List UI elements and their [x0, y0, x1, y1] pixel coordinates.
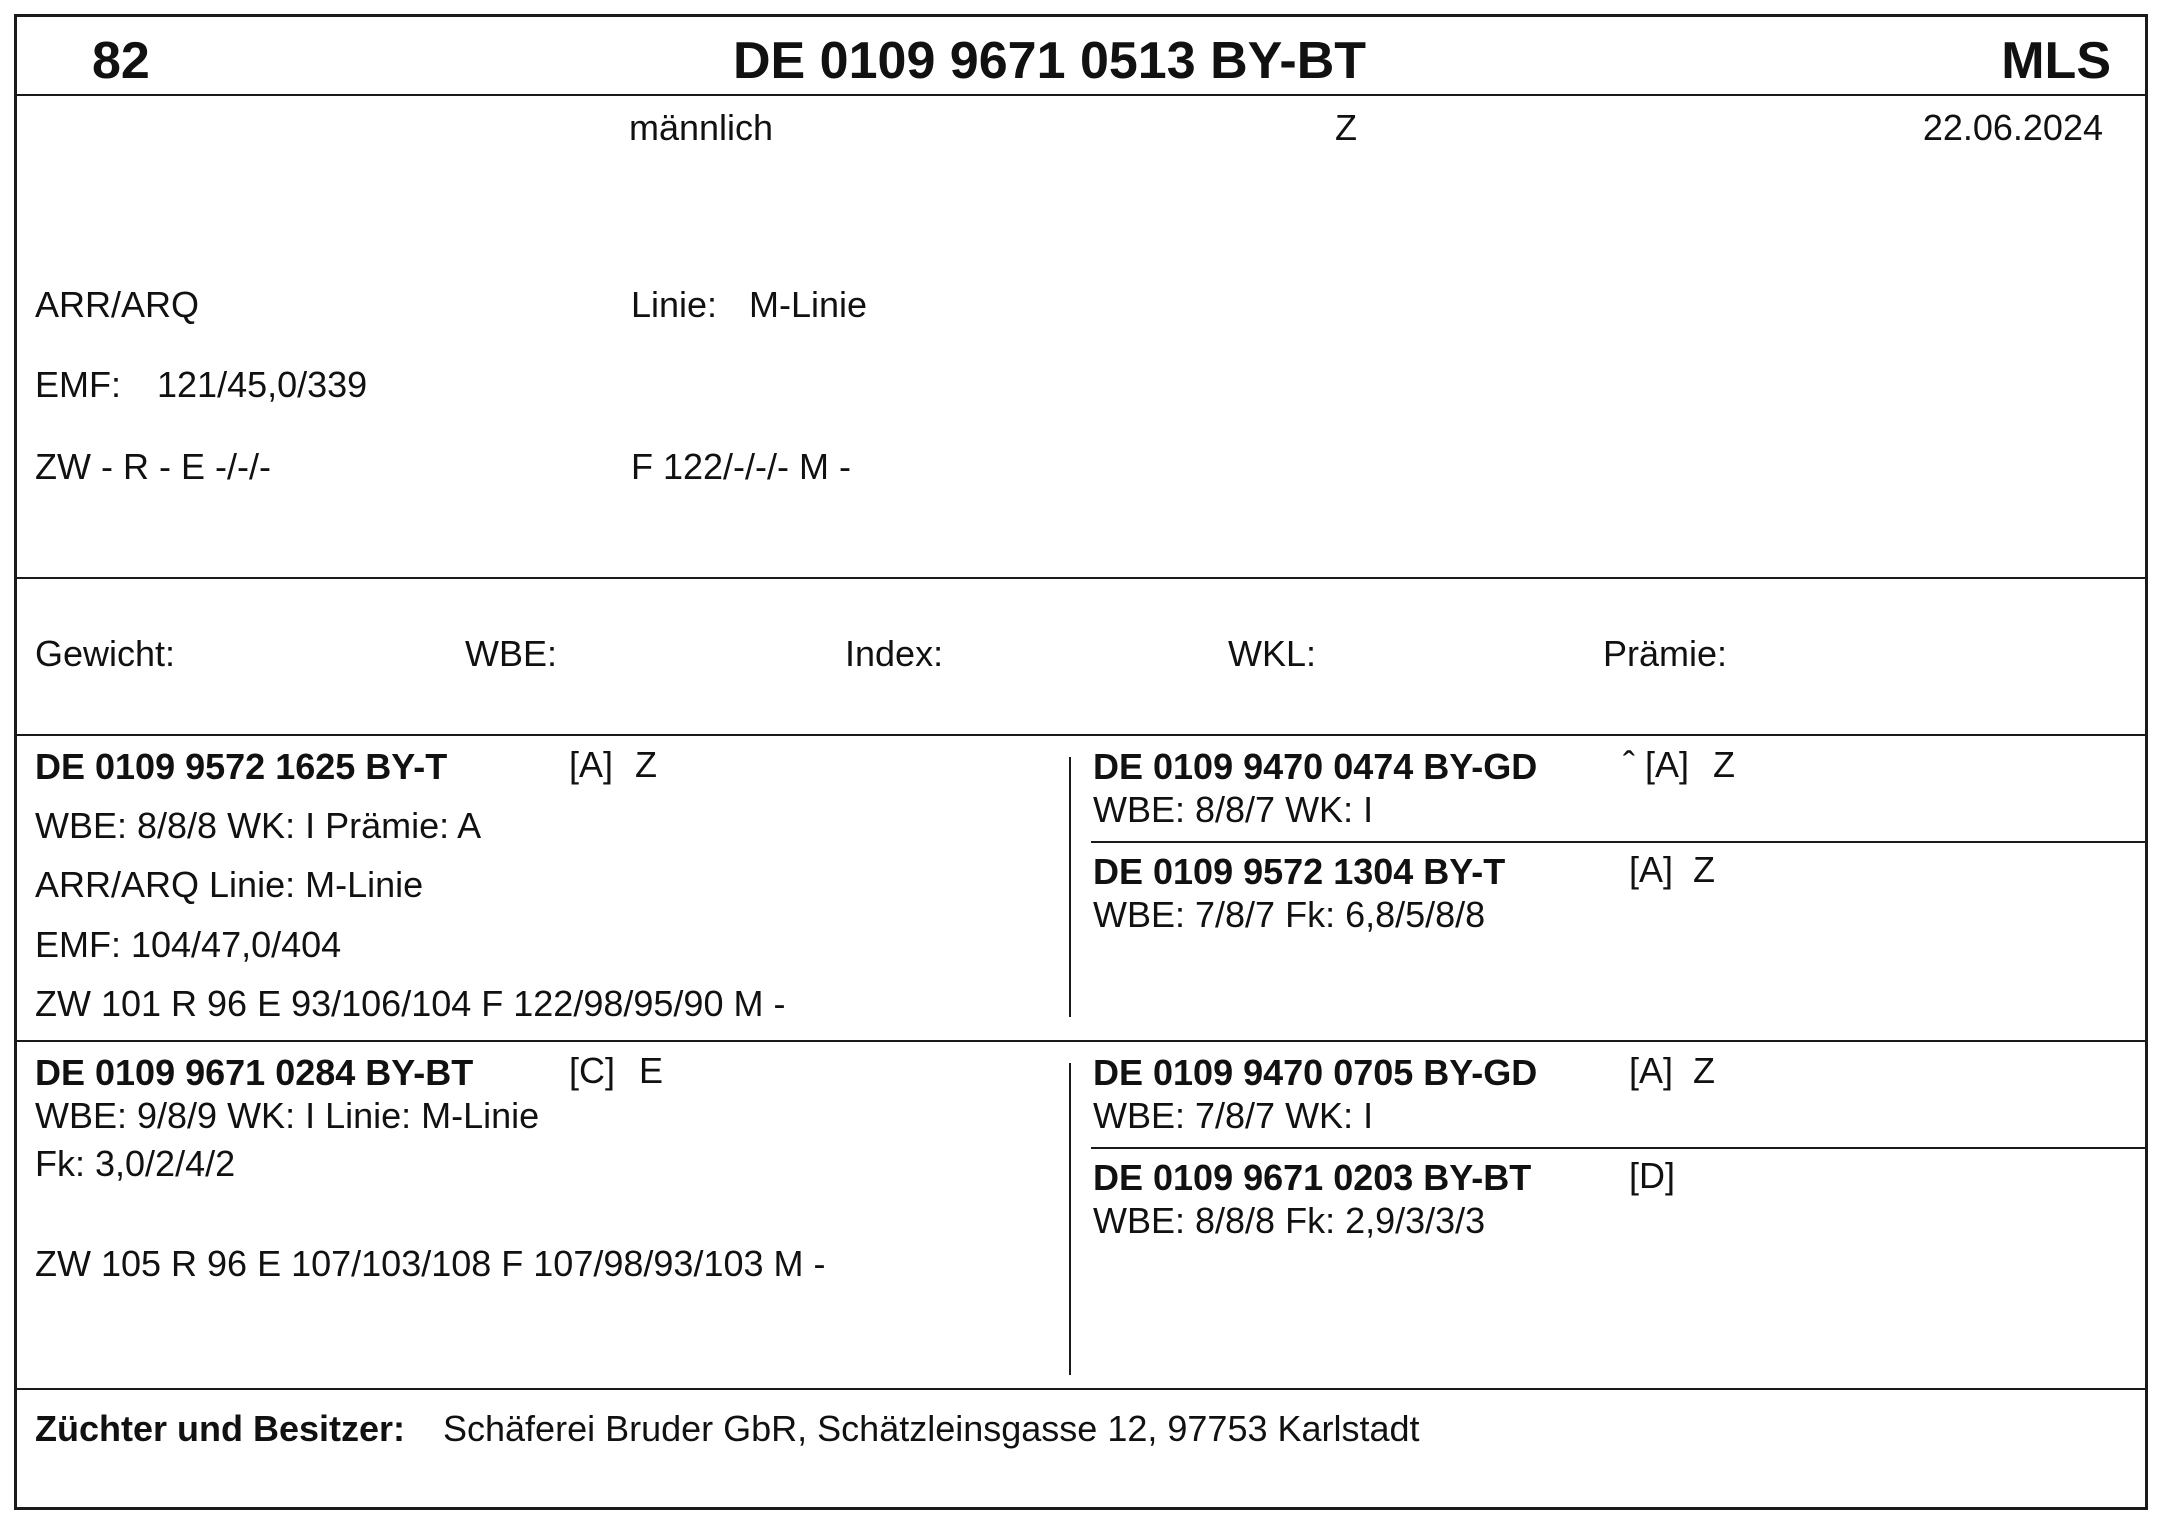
birth-date: 22.06.2024	[1922, 107, 2103, 148]
breed-code: MLS	[2001, 32, 2111, 90]
dam-dam-id: DE 0109 9671 0203 BY-BT	[1093, 1157, 1532, 1198]
breeder-owner-label: Züchter und Besitzer:	[35, 1408, 406, 1449]
divider-sire	[17, 1040, 2145, 1042]
dam-id: DE 0109 9671 0284 BY-BT	[35, 1052, 474, 1093]
dam-sire-line-1: WBE: 7/8/7 WK: I	[1093, 1095, 1374, 1136]
weight-label: Gewicht:	[35, 633, 176, 674]
divider-dam-vertical	[1069, 1063, 1071, 1375]
divider-ratings	[17, 734, 2145, 736]
dam-sire-class: [A]	[1629, 1050, 1674, 1091]
sire-line-3: EMF: 104/47,0/404	[35, 924, 342, 965]
sire-dam-class: [A]	[1629, 849, 1674, 890]
divider-dam	[17, 1388, 2145, 1390]
dam-dam-line-1: WBE: 8/8/8 Fk: 2,9/3/3/3	[1093, 1200, 1486, 1241]
sire-mark: Z	[635, 744, 657, 785]
sire-line-2: ARR/ARQ Linie: M-Linie	[35, 864, 424, 905]
sire-line-1: WBE: 8/8/8 WK: I Prämie: A	[35, 805, 482, 846]
dam-dam-class: [D]	[1629, 1155, 1676, 1196]
dam-class: [C]	[569, 1050, 616, 1091]
dam-mark: E	[639, 1050, 664, 1091]
emf-value: 121/45,0/339	[157, 364, 368, 405]
wbe-label: WBE:	[465, 633, 558, 674]
wkl-label: WKL:	[1228, 633, 1317, 674]
sire-sire-mark: Z	[1713, 744, 1735, 785]
herd-mark: Z	[1335, 107, 1357, 148]
divider-sire-vertical	[1069, 757, 1071, 1017]
premium-label: Prämie:	[1603, 633, 1728, 674]
sire-id: DE 0109 9572 1625 BY-T	[35, 746, 448, 787]
sire-class: [A]	[569, 744, 614, 785]
dam-sire-id: DE 0109 9470 0705 BY-GD	[1093, 1052, 1538, 1093]
divider-info	[17, 577, 2145, 579]
divider-sire-grandparents	[1091, 841, 2148, 843]
breeding-values: ZW - R - E -/-/-	[35, 446, 271, 487]
ear-tag-title: DE 0109 9671 0513 BY-BT	[733, 32, 1367, 90]
line-value: M-Linie	[749, 284, 868, 325]
sire-line-4: ZW 101 R 96 E 93/106/104 F 122/98/95/90 M -	[35, 983, 786, 1024]
animal-card	[14, 14, 2148, 1510]
index-label: Index:	[845, 633, 944, 674]
divider-header	[17, 94, 2145, 96]
dam-line-2: Fk: 3,0/2/4/2	[35, 1143, 236, 1184]
sire-dam-line-1: WBE: 7/8/7 Fk: 6,8/5/8/8	[1093, 894, 1486, 935]
sire-sire-line-1: WBE: 8/8/7 WK: I	[1093, 789, 1374, 830]
scrapie-genotype: ARR/ARQ	[35, 284, 200, 325]
divider-dam-grandparents	[1091, 1147, 2148, 1149]
dam-line-3: ZW 105 R 96 E 107/103/108 F 107/98/93/103 M -	[35, 1243, 826, 1284]
line-label: Linie:	[631, 284, 718, 325]
emf-label: EMF:	[35, 364, 121, 405]
breeder-owner-value: Schäferei Bruder GbR, Schätzleinsgasse 12, 97753 Karlstadt	[443, 1408, 1420, 1449]
sex: männlich	[629, 107, 774, 148]
sire-dam-id: DE 0109 9572 1304 BY-T	[1093, 851, 1506, 892]
sire-sire-id: DE 0109 9470 0474 BY-GD	[1093, 746, 1538, 787]
dam-line-1: WBE: 9/8/9 WK: I Linie: M-Linie	[35, 1095, 540, 1136]
sire-dam-mark: Z	[1693, 849, 1715, 890]
sire-sire-class: ˆ [A]	[1623, 744, 1690, 785]
catalog-number: 82	[92, 32, 150, 90]
dam-sire-mark: Z	[1693, 1050, 1715, 1091]
f-values: F 122/-/-/- M -	[631, 446, 852, 487]
